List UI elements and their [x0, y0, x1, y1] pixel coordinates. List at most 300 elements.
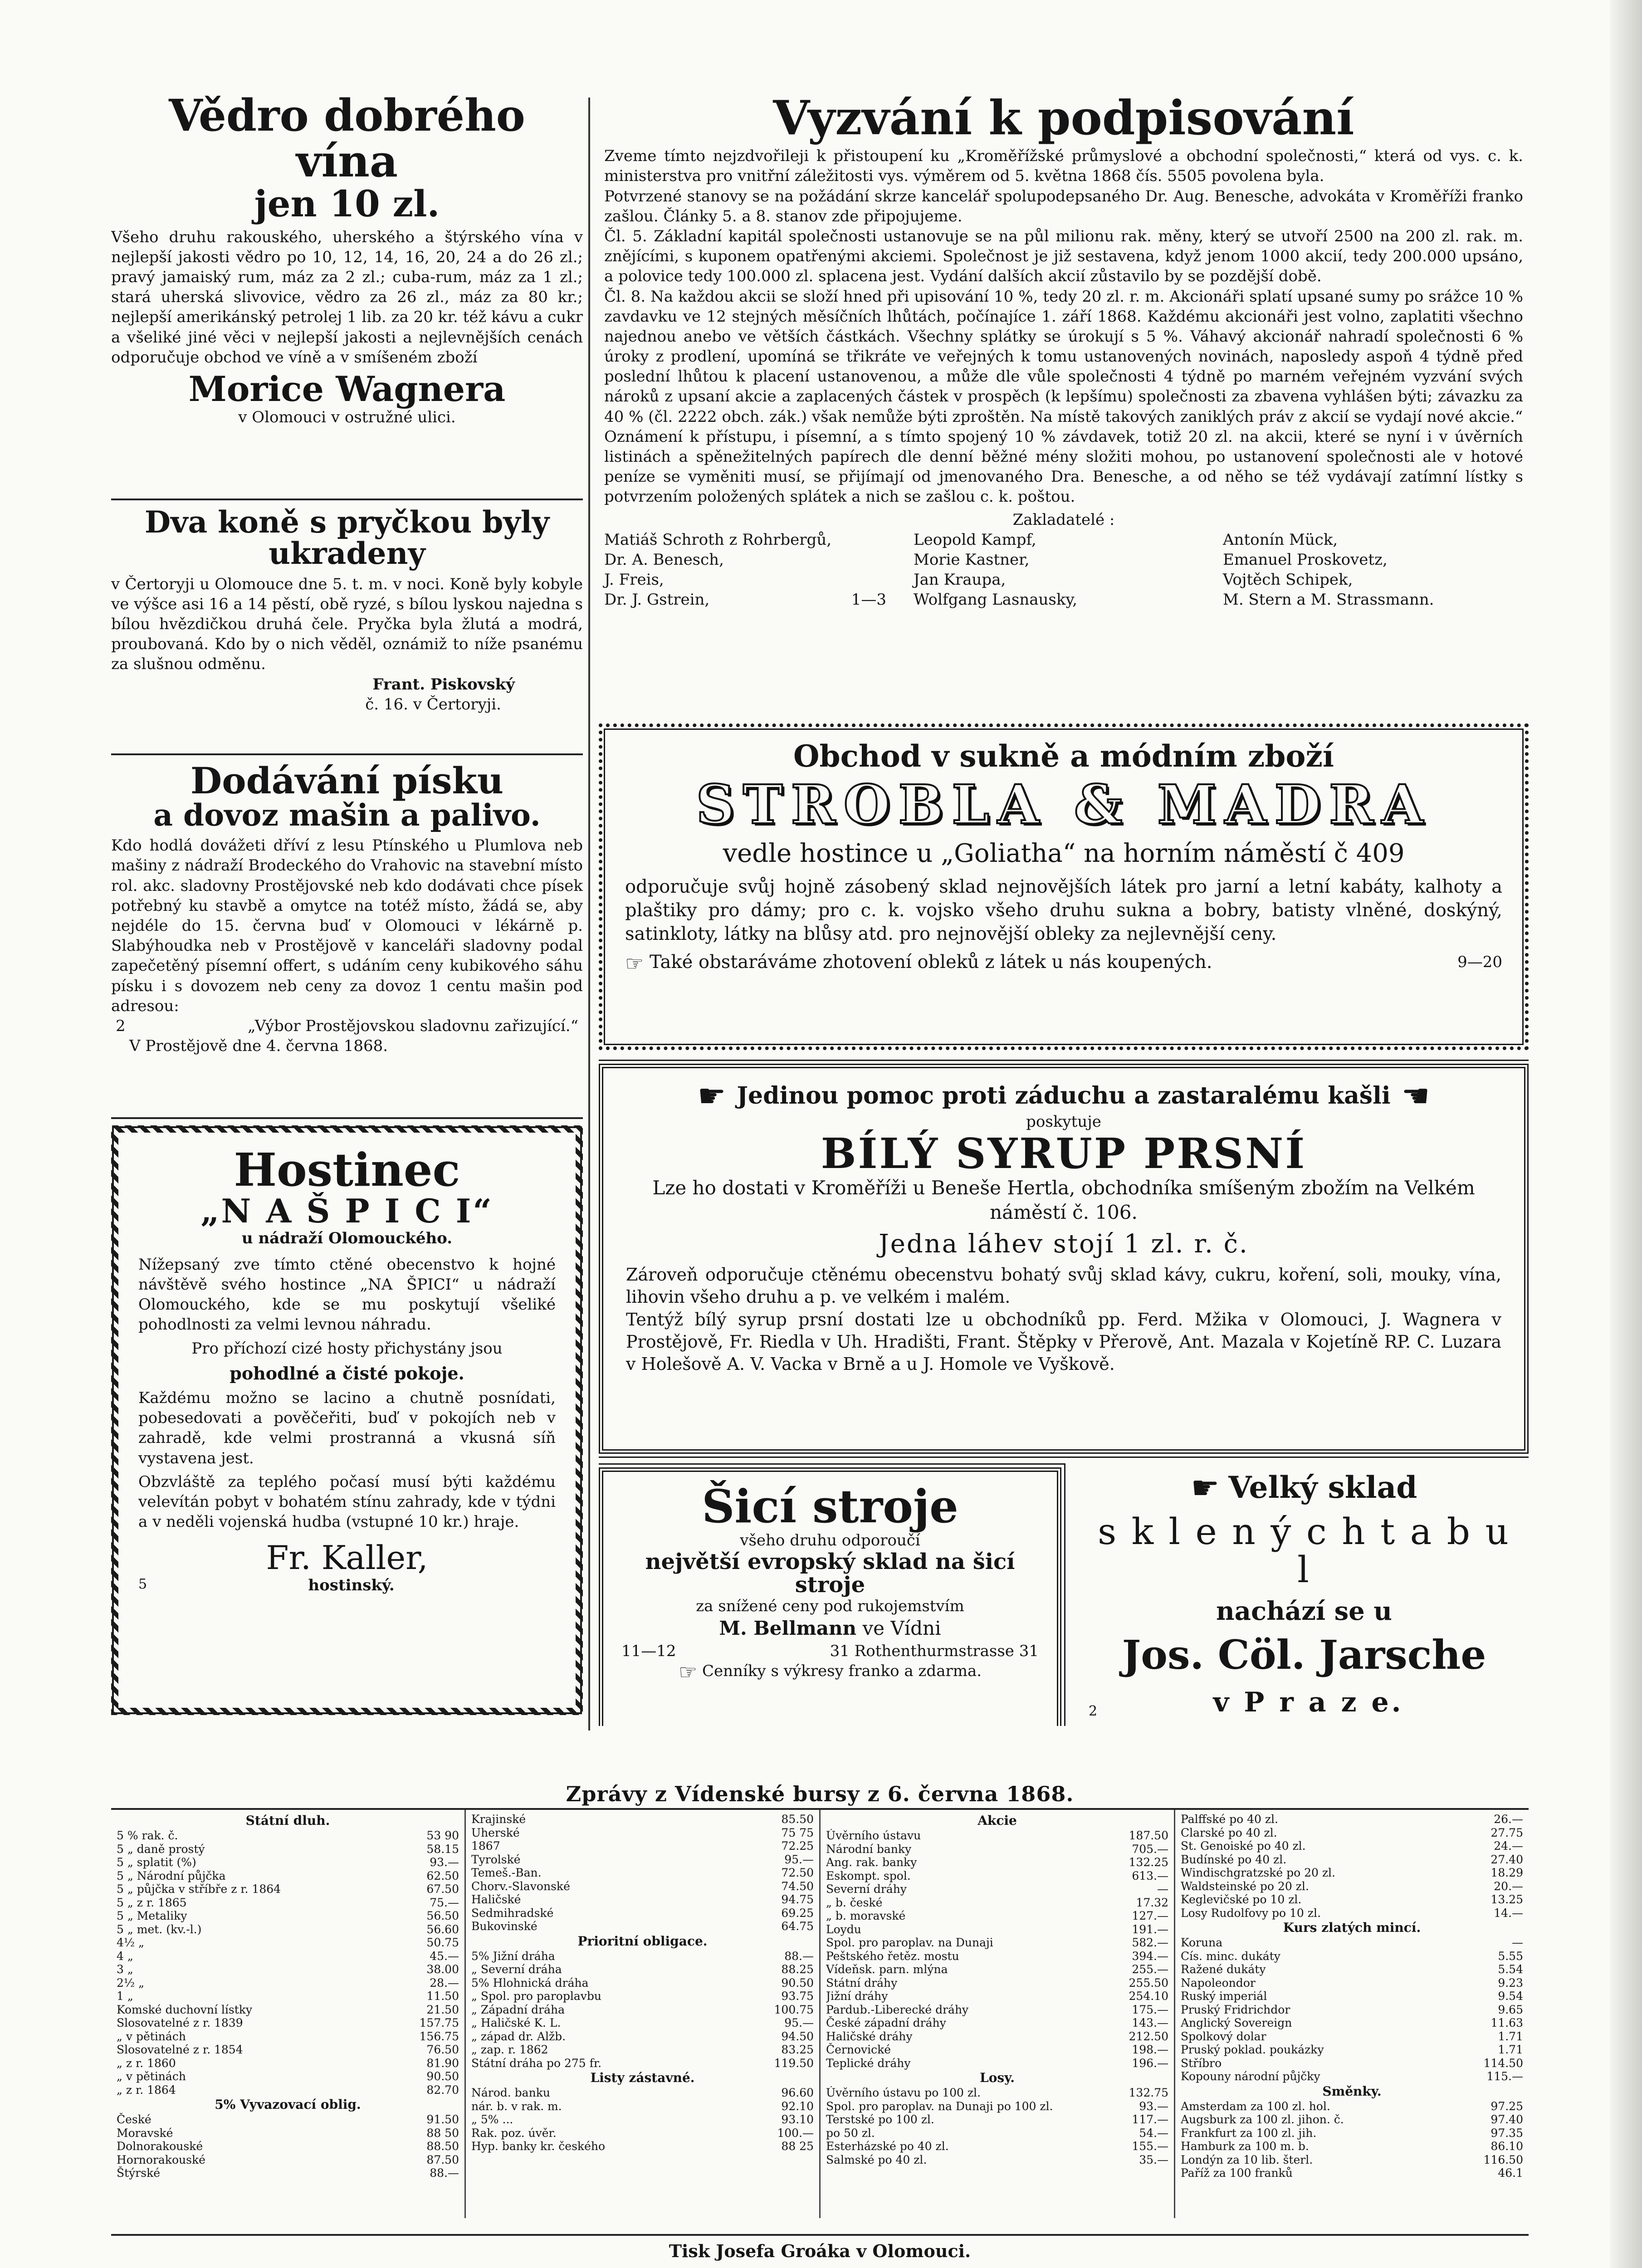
quote-row	[117, 1882, 459, 1896]
quote-row	[471, 1920, 814, 1933]
quote-row	[826, 2126, 1168, 2140]
quote-price: 88.—	[784, 1949, 814, 1963]
subscribe-ad	[599, 93, 1529, 710]
subscribe-text-1: Zveme tímto nejzdvořileji k přistoupení ku „Kroměřížské průmyslové a obchodní společnosti,“ která od vys. c. k. ministerstva pro vnitřní záležitosti vys. výměrem od 5. května 1868 čís. 5505 povolena byla.	[604, 147, 1523, 186]
sand-title: Dodávání písku	[190, 762, 504, 802]
quote-price: —	[1157, 1882, 1168, 1896]
quote-price: 255.—	[1132, 1963, 1168, 1976]
quote-name: Slosovatelné z r. 1854	[117, 2043, 243, 2056]
quote-row	[471, 1866, 814, 1880]
quote-row	[117, 1963, 459, 1976]
quote-price: 97.40	[1491, 2113, 1523, 2126]
quote-name: Uherské	[471, 1826, 520, 1839]
pointing-hand-icon: ☚	[1401, 1077, 1430, 1114]
quote-row	[117, 2083, 459, 2097]
quote-row	[1181, 1976, 1523, 1990]
subscribe-text-2: Potvrzené stanovy se na požádání skrze kancelář spolupodepsaného Dr. Aug. Benesche, advokáta v Kroměříži franko zašlou. Články 5. a 8. stanov zde připojujeme.	[604, 187, 1523, 225]
quote-name: Eskompt. spol.	[826, 1869, 911, 1882]
quote-name: 5 „ z r. 1865	[117, 1896, 187, 1909]
quote-name: nár. b. v rak. m.	[471, 2099, 562, 2113]
quote-row	[471, 2086, 814, 2100]
quote-price: 46.1	[1498, 2166, 1523, 2180]
quote-price: 119.50	[774, 2056, 814, 2070]
quote-name: 5 „ Národní půjčka	[117, 1869, 226, 1882]
quote-name: Úvěrního ústavu	[826, 1829, 921, 1842]
section-heading: Státní dluh.	[245, 1813, 330, 1828]
quote-row	[826, 1936, 1168, 1950]
divider	[111, 753, 583, 755]
quote-price: 72.25	[781, 1839, 814, 1853]
subscribe-article-8: Čl. 8. Na každou akcii se složí hned při upisování 10 %, tedy 20 zl. r. m. Akcionáři splatí upsané sumy po srážce 10 % zavdavku ve 12 stejných měsíčních lhůtách, počínajíce 1. září 1868. Každému akcionáři jest volno, zaplatiti všechno najednou anebo ve větších částkách. Všechny splátky se úrokují s 5 %. Váhavý akcionář nahradí společnosti 6 % úroky z prodlení, upomíná se třikráte ve veřejných k tomu ustanovených novinách, naposledy aspoň 4 týdně před poslední lhůtou k placení ustanovenou, a může dle vůle společnosti 4 týdně po marném veřejném vyzvání svých nároků z upsaní akcie a zaplacených částek v prospěch (k lepšímu) společnosti za zbavena vyhlášen býti; závazku za 40 % (čl. 2222 obch. zák.) však nemůže býti zproštěn. Na místě takových zaniklých práv z akcií se vydají nové akcie.“	[604, 287, 1523, 426]
quote-name: Slosovatelné z r. 1839	[117, 2016, 243, 2029]
section-heading: Směnky.	[1322, 2083, 1382, 2099]
quote-row	[117, 2153, 459, 2167]
quote-name: 1867	[471, 1839, 500, 1853]
quote-row	[117, 1909, 459, 1923]
glass-number: 2	[1089, 1703, 1098, 1720]
quote-name: „ v pětinách	[117, 2070, 186, 2083]
quote-row	[1181, 1853, 1523, 1867]
quote-price: 88.25	[781, 1963, 814, 1976]
sewing-ad	[599, 1467, 1061, 1726]
quote-price: 191.—	[1132, 1922, 1168, 1936]
founder: Dr. A. Benesch,	[604, 550, 724, 569]
section-heading: 5% Vyvazovací oblig.	[215, 2097, 361, 2112]
quote-name: Spol. pro paroplav. na Dunaji po 100 zl.	[826, 2099, 1053, 2113]
quote-row	[471, 1893, 814, 1906]
quote-row	[1181, 2100, 1523, 2113]
sewing-address: 31 Rothenthurmstrasse 31	[830, 1642, 1039, 1660]
quote-name: Dolnorakouské	[117, 2140, 203, 2153]
quote-name: Chorv.-Slavonské	[471, 1879, 570, 1893]
quote-price: 90.50	[426, 2070, 459, 2083]
quote-row	[826, 2153, 1168, 2167]
quote-price: 87.50	[426, 2153, 459, 2166]
quote-name: „ v pětinách	[117, 2029, 186, 2043]
quote-name: 5 % rak. č.	[117, 1829, 178, 1842]
quote-price: 88 50	[426, 2126, 459, 2140]
quote-price: 88 25	[781, 2140, 814, 2153]
quote-name: Černovické	[826, 2043, 891, 2056]
quote-price: 88.—	[430, 2166, 459, 2180]
bourse-column-4	[1175, 1810, 1529, 2218]
quote-row	[826, 2113, 1168, 2126]
quote-price: 24.—	[1494, 1839, 1523, 1853]
quote-name: Ražené dukáty	[1181, 1963, 1266, 1976]
founder: Vojtěch Schipek,	[1223, 571, 1353, 589]
sand-ad	[111, 762, 583, 1111]
right-column	[599, 93, 1529, 1726]
quote-name: Spolkový dolar	[1181, 2029, 1266, 2043]
quote-price: 116.50	[1483, 2153, 1523, 2166]
quote-name: 3 „	[117, 1963, 133, 1976]
quote-price: 115.—	[1486, 2070, 1523, 2083]
quote-row	[1181, 2153, 1523, 2167]
quote-row	[117, 2043, 459, 2057]
section-heading: Kurs zlatých mincí.	[1283, 1920, 1421, 1935]
founder: M. Stern a M. Strassmann.	[1223, 591, 1434, 609]
quote-name: „ Haličské K. L.	[471, 2016, 561, 2029]
quote-price: 27.75	[1491, 1826, 1523, 1839]
inn-ad	[111, 1125, 583, 1715]
quote-row	[1181, 2070, 1523, 2083]
glass-head: Velký sklad	[1228, 1470, 1417, 1505]
quote-name: 5 „ met. (kv.-l.)	[117, 1922, 202, 1936]
quote-price: 1.71	[1498, 2029, 1523, 2043]
quote-name: Londýn za 10 lib. šterl.	[1181, 2153, 1313, 2166]
quote-row	[826, 1843, 1168, 1856]
quote-row	[826, 2030, 1168, 2043]
quote-price: 72.50	[781, 1866, 814, 1879]
quote-name: „ Severní dráha	[471, 1963, 562, 1976]
quote-name: Salmské po 40 zl.	[826, 2153, 927, 2166]
quote-row	[1181, 1826, 1523, 1840]
subscribe-article-5: Čl. 5. Základní kapitál společnosti ustanovuje se na půl milionu rak. měny, který se utvoří 2500 na 200 zl. rak. m. znějícími, s kuponem opatřenými akciemi. Společnost je již sestavena, když jenom 1000 akcií, tedy 200.000 upsáno, a polovice tedy 100.000 zl. splacena jest. Vydání dalších akcií zůstavilo by se pozdější době.	[604, 227, 1523, 286]
pointing-hand-icon: ☞	[678, 1659, 698, 1684]
syrup-ad	[599, 1064, 1529, 1454]
quote-name: Loydu	[826, 1922, 861, 1936]
wine-body: Všeho druhu rakouského, uherského a štýrského vína v nejlepší jakosti vědro po 10, 12, 14, 16, 20, 24 a do 26 zl.; pravý jamaiský rum, máz za 2 zl.; cuba-rum, máz za 1 zl.; stará uherská slivovice, vědro za 26 zl., máz za 80 kr.; nejlepší amerikánský petrolej 1 lib. za 20 kr. též kávu a cukr a všeliké jiné věci v nejlepší jakosti a nejlevnějších cenách odporučuje obchod ve víně a v smíšeném zboží	[111, 228, 583, 367]
founder: Jan Kraupa,	[914, 571, 1006, 589]
cloth-number: 9—20	[1457, 953, 1502, 971]
sewing-firm: M. Bellmann	[719, 1617, 857, 1640]
quote-row	[826, 2057, 1168, 2070]
quote-price: 94.75	[781, 1893, 814, 1906]
sewing-title: Šicí stroje	[702, 1480, 958, 1533]
pointing-hand-icon: ☛	[697, 1077, 726, 1114]
quote-price: 156.75	[419, 2029, 459, 2043]
quote-name: „ zap. r. 1862	[471, 2043, 548, 2056]
quote-name: 5 „ Metaliky	[117, 1909, 187, 1922]
syrup-text-2: Zároveň odporučuje ctěnému obecenstvu bohatý svůj sklad kávy, cukru, koření, soli, mouky, vína, lihovin všeho druhu a p. ve velkém i malém.	[626, 1264, 1501, 1307]
quote-name: po 50 zl.	[826, 2126, 875, 2140]
column-divider	[588, 98, 590, 1730]
founder: Matiáš Schroth z Rohrbergů,	[604, 530, 832, 549]
inn-text-4: Každému možno se lacino a chutně posnídati, pobesedovati a pověčeřiti, buď v pokojích neb v zahradě, kde velmi prostranná a vkusná síň vystavena jest.	[138, 1389, 556, 1467]
quote-price: 28.—	[430, 1976, 459, 1989]
quote-row	[826, 1976, 1168, 1990]
bottom-ads-row	[599, 1467, 1529, 1726]
divider	[111, 499, 583, 500]
quote-price: 1.71	[1498, 2043, 1523, 2056]
quote-price: 255.50	[1129, 1976, 1168, 1989]
quote-price: 93.—	[430, 1856, 459, 1869]
quote-name: 5 „ splatit (%)	[117, 1856, 196, 1869]
quote-row	[117, 1829, 459, 1843]
quote-row	[117, 1923, 459, 1936]
divider	[111, 1117, 583, 1119]
founders-list	[604, 530, 1523, 610]
quote-row	[826, 1869, 1168, 1883]
quote-row	[1181, 2030, 1523, 2043]
quote-row	[117, 1869, 459, 1883]
section-heading: Prioritní obligace.	[577, 1933, 708, 1949]
bourse-column-3	[821, 1810, 1175, 2218]
quote-price: 9.23	[1498, 1976, 1523, 1989]
quote-price: 83.25	[781, 2043, 814, 2056]
glass-firm: Jos. Cöl. Jarsche	[1122, 1631, 1486, 1678]
quote-name: Národ. banku	[471, 2086, 550, 2099]
cloth-firm-name: STROBLA & MADRA	[696, 773, 1432, 836]
sand-title-2: a dovoz mašin a palivo.	[153, 797, 541, 833]
quote-name: „ z r. 1860	[117, 2056, 176, 2070]
quote-row	[117, 2126, 459, 2140]
quote-row	[117, 2057, 459, 2070]
quote-row	[117, 2113, 459, 2126]
quote-price: 76.50	[426, 2043, 459, 2056]
pointing-hand-icon: ☛	[1191, 1469, 1220, 1506]
quote-name: Státní dráha po 275 fr.	[471, 2056, 602, 2070]
quote-name: 5% Jižní dráha	[471, 1949, 555, 1963]
quote-price: 705.—	[1132, 1842, 1168, 1856]
quote-row	[1181, 1906, 1523, 1920]
pointing-hand-icon: ☞	[625, 951, 644, 976]
quote-price: 35.—	[1139, 2153, 1168, 2166]
quote-name: Ang. rak. banky	[826, 1856, 917, 1869]
bourse-title: Zprávy z Vídenské bursy z 6. června 1868.	[111, 1778, 1529, 1810]
quote-row	[1181, 1813, 1523, 1826]
quote-name: „ b. moravské	[826, 1909, 906, 1922]
quote-price: 9.54	[1498, 1989, 1523, 2003]
quote-row	[826, 1989, 1168, 2003]
page-edge	[1610, 0, 1642, 2268]
quote-row	[826, 1882, 1168, 1896]
inn-signer: Fr. Kaller,	[266, 1539, 428, 1577]
quote-price: 114.50	[1483, 2056, 1523, 2070]
quote-row	[1181, 2166, 1523, 2180]
quote-price: 95.—	[784, 2016, 814, 2029]
syrup-price: Jedna láhev stojí 1 zl. r. č.	[879, 1229, 1249, 1259]
quote-name: Windischgratzské po 20 zl.	[1181, 1866, 1335, 1879]
quote-price: 54.—	[1139, 2126, 1168, 2140]
quote-price: 93.75	[781, 1989, 814, 2003]
quote-name: „ 5% ...	[471, 2113, 513, 2126]
founders-number: 1—3	[851, 591, 886, 609]
quote-row	[826, 1856, 1168, 1869]
founder: Emanuel Proskovetz,	[1223, 550, 1388, 569]
quote-row	[1181, 1893, 1523, 1906]
quote-row	[826, 2043, 1168, 2057]
quote-name: Hamburk za 100 m. b.	[1181, 2140, 1309, 2153]
quote-price: 93.10	[781, 2113, 814, 2126]
quote-row	[117, 1843, 459, 1856]
quote-row	[471, 2030, 814, 2043]
quote-name: České západní dráhy	[826, 2016, 946, 2029]
quote-name: „ západ dr. Alžb.	[471, 2029, 566, 2043]
quote-price: 132.75	[1129, 2086, 1168, 2099]
quote-name: Komské duchovní lístky	[117, 2003, 253, 2016]
quote-name: Moravské	[117, 2126, 173, 2140]
quote-price: 127.—	[1132, 1909, 1168, 1922]
bourse-report	[111, 1778, 1529, 2232]
quote-row	[826, 1923, 1168, 1936]
quote-price: 97.35	[1491, 2126, 1523, 2140]
quote-price: 17.32	[1136, 1896, 1168, 1909]
quote-row	[471, 1950, 814, 1963]
quote-row	[826, 2016, 1168, 2030]
quote-price: 94.50	[781, 2029, 814, 2043]
syrup-name: BÍLÝ SYRUP PRSNÍ	[821, 1129, 1307, 1178]
quote-price: 21.50	[426, 2003, 459, 2016]
inn-text-1: Nížepsaný zve tímto ctěné obecenstvo k hojné návštěvě svého hostince „NA ŠPICI“ u nádraží Olomouckého, kde se mu poskytují všeliké pohodlnosti za velmi levnou náhradu.	[138, 1255, 556, 1334]
quote-price: 97.25	[1491, 2099, 1523, 2113]
quote-price: 67.50	[426, 1882, 459, 1896]
quote-name: Bukovinské	[471, 1920, 538, 1933]
quote-row	[471, 1989, 814, 2003]
sewing-tagline: největší evropský sklad na šicí stroje	[645, 1549, 1015, 1598]
quote-row	[471, 2126, 814, 2140]
quote-row	[117, 1856, 459, 1869]
quote-price: 155.—	[1132, 2140, 1168, 2153]
quote-name: Temeš.-Ban.	[471, 1866, 542, 1879]
sewing-number: 11—12	[621, 1642, 676, 1660]
quote-row	[1181, 1963, 1523, 1976]
quote-price: 69.25	[781, 1906, 814, 1920]
quote-row	[471, 2003, 814, 2017]
quote-price: 11.50	[426, 1989, 459, 2003]
quote-price: 64.75	[781, 1920, 814, 1933]
quote-row	[1181, 2016, 1523, 2030]
section-heading: Akcie	[977, 1813, 1017, 1828]
quote-price: 14.—	[1494, 1906, 1523, 1920]
subscribe-title: Vyzvání k podpisování	[773, 93, 1354, 146]
quote-price: 254.10	[1129, 1989, 1168, 2003]
quote-name: Hornorakouské	[117, 2153, 205, 2166]
quote-name: Terstské po 100 zl.	[826, 2113, 934, 2126]
quote-price: 74.50	[781, 1879, 814, 1893]
cloth-body: odporučuje svůj hojně zásobený sklad nejnovějších látek pro jarní a letní kabáty, kalhoty a plaštiky pro dámy; pro c. k. vojsko všeho druhu sukna a bobry, batisty vlněné, doskýný, satinkloty, látky na blůsy atd. pro nejnovější obleky za nejlevnější ceny.	[625, 876, 1502, 944]
quote-row	[1181, 1866, 1523, 1880]
quote-price: 212.50	[1129, 2029, 1168, 2043]
quote-name: 5% Hlohnická dráha	[471, 1976, 589, 1989]
quote-price: 27.40	[1491, 1853, 1523, 1866]
horses-signer-address: č. 16. v Čertoryji.	[365, 695, 501, 714]
quote-price: 5.55	[1498, 1949, 1523, 1963]
quote-name: Anglický Sovereign	[1181, 2016, 1292, 2029]
quote-row	[1181, 1936, 1523, 1950]
inn-role: hostinský.	[308, 1576, 395, 1595]
quote-name: „ b. české	[826, 1896, 883, 1909]
glass-name: s k l e n ý c h t a b u l	[1098, 1510, 1510, 1591]
quote-row	[471, 1826, 814, 1840]
quote-name: Augsburk za 100 zl. jihon. č.	[1181, 2113, 1344, 2126]
quote-name: Pardub.-Liberecké dráhy	[826, 2003, 969, 2016]
quote-name: Rak. poz. úvěr.	[471, 2126, 557, 2140]
quote-row	[471, 1976, 814, 1990]
cloth-ad	[599, 723, 1529, 1050]
sand-number: 2	[116, 1017, 126, 1035]
quote-price: 85.50	[781, 1813, 814, 1826]
quote-name: 1 „	[117, 1989, 133, 2003]
quote-name: Losy Rudolfovy po 10 zl.	[1181, 1906, 1321, 1920]
quote-row	[471, 2043, 814, 2057]
quote-price: 613.—	[1132, 1869, 1168, 1882]
quote-name: 5 „ daně prostý	[117, 1842, 205, 1856]
quote-name: Paříž za 100 franků	[1181, 2166, 1293, 2180]
founder: Antonín Mück,	[1223, 530, 1338, 549]
quote-price: 394.—	[1132, 1949, 1168, 1963]
quote-price: 582.—	[1132, 1936, 1168, 1949]
quote-name: 4 „	[117, 1949, 133, 1963]
sand-date: V Prostějově dne 4. června 1868.	[129, 1037, 388, 1056]
quote-row	[471, 1839, 814, 1853]
quote-name: Keglevičské po 10 zl.	[1181, 1893, 1302, 1906]
cloth-head: Obchod v sukně a módním zboží	[793, 738, 1334, 774]
quote-row	[826, 2100, 1168, 2113]
quote-price: 96.60	[781, 2086, 814, 2099]
cloth-note: Také obstaráváme zhotovení obleků z látek u nás koupených.	[649, 951, 1212, 973]
quote-name: Krajinské	[471, 1813, 526, 1826]
quote-name: Frankfurt za 100 zl. jih.	[1181, 2126, 1317, 2140]
glass-city: v P r a z e.	[1213, 1686, 1404, 1719]
quote-name: „ z r. 1864	[117, 2083, 176, 2097]
bourse-column-1	[111, 1810, 466, 2218]
quote-name: St. Genoiské po 40 zl.	[1181, 1839, 1306, 1853]
quote-row	[117, 1950, 459, 1963]
cloth-location: vedle hostince u „Goliatha“ na horním náměstí č 409	[723, 839, 1405, 869]
quote-row	[826, 1963, 1168, 1976]
inn-title: Hostinec	[234, 1143, 460, 1197]
quote-name: Pruský Fridrichdor	[1181, 2003, 1290, 2016]
founder: Wolfgang Lasnausky,	[914, 591, 1077, 609]
quote-name: Tyrolské	[471, 1853, 521, 1866]
quote-price: 11.63	[1491, 2016, 1523, 2029]
quote-price: 198.—	[1132, 2043, 1168, 2056]
quote-price: 20.—	[1494, 1879, 1523, 1893]
quote-row	[117, 1976, 459, 1990]
quote-price: 196.—	[1132, 2056, 1168, 2070]
quote-name: 4½ „	[117, 1936, 145, 1949]
quote-name: Stříbro	[1181, 2056, 1222, 2070]
wine-subtitle: jen 10 zl.	[254, 182, 440, 225]
quote-price: 38.00	[426, 1963, 459, 1976]
quote-name: Hyp. banky kr. českého	[471, 2140, 606, 2153]
quote-price: 93.—	[1139, 2099, 1168, 2113]
horses-title: Dva koně s pryčkou byly ukradeny	[144, 507, 550, 572]
quote-price: 18.29	[1491, 1866, 1523, 1879]
quote-row	[826, 2086, 1168, 2100]
inn-text-5: Obzvláště za teplého počasí musí býti každému velevítán pobyt v bohatém stínu zahrady, kde v týdni a v neděli vojenská hudba (vstupné 10 kr.) hraje.	[138, 1472, 556, 1531]
quote-row	[117, 2140, 459, 2153]
wine-ad	[111, 93, 583, 492]
quote-name: Esterházské po 40 zl.	[826, 2140, 949, 2153]
founder: J. Freis,	[604, 571, 664, 589]
quote-name: Peštského řetěz. mostu	[826, 1949, 959, 1963]
quote-price: 9.65	[1498, 2003, 1523, 2016]
quote-name: Palffské po 40 zl.	[1181, 1813, 1278, 1826]
printer-line: Tisk Josefa Groáka v Olomouci.	[669, 2241, 971, 2261]
quote-name: Napoleondor	[1181, 1976, 1256, 1989]
quote-row	[471, 2016, 814, 2030]
founder: Dr. J. Gstrein,	[604, 591, 710, 609]
quote-row	[117, 1896, 459, 1910]
quote-row	[1181, 1880, 1523, 1893]
quote-price: 75 75	[781, 1826, 814, 1839]
quote-name: Cís. minc. dukáty	[1181, 1949, 1280, 1963]
quote-row	[1181, 1950, 1523, 1963]
quote-name: Národní banky	[826, 1842, 912, 1856]
horses-signer: Frant. Piskovský	[372, 675, 515, 694]
quote-row	[471, 1906, 814, 1920]
quote-name: Koruna	[1181, 1936, 1223, 1949]
quote-row	[826, 1909, 1168, 1923]
sand-body: Kdo hodlá dovážeti dříví z lesu Ptínského u Plumlova neb mašiny z nádraží Brodeckého do Vrahovic na stavební místo rol. akc. sladovny Prostějovské neb kdo dodávati chce písek potřebný ku stavbě a omytce na totéž místo, žádá se, aby nejdéle do 15. června buď v Olomouci v lékárně p. Slabýhoudka neb v Prostějově v kanceláři sladovny podal zapečetěný písemní offert, s udáním ceny kubikového sáhu písku i s dovozem neb ceny za dovoz 1 centu mašin pod adresou:	[111, 836, 583, 1015]
quote-row	[117, 2016, 459, 2030]
syrup-text-3: Tentýž bílý syrup prsní dostati lze u obchodníků pp. Ferd. Mžika v Olomouci, J. Wagnera v Prostějově, Fr. Riedla v Uh. Hradišti, Frant. Štěpky v Přerově, Ant. Mazala v Kojetíně RP. C. Luzara v Holešově A. V. Vacka v Brně a u J. Homole ve Vyškově.	[626, 1309, 1501, 1374]
quote-price: 88.50	[426, 2140, 459, 2153]
quote-price: 53 90	[426, 1829, 459, 1842]
quote-name: Pruský poklad. poukázky	[1181, 2043, 1324, 2056]
